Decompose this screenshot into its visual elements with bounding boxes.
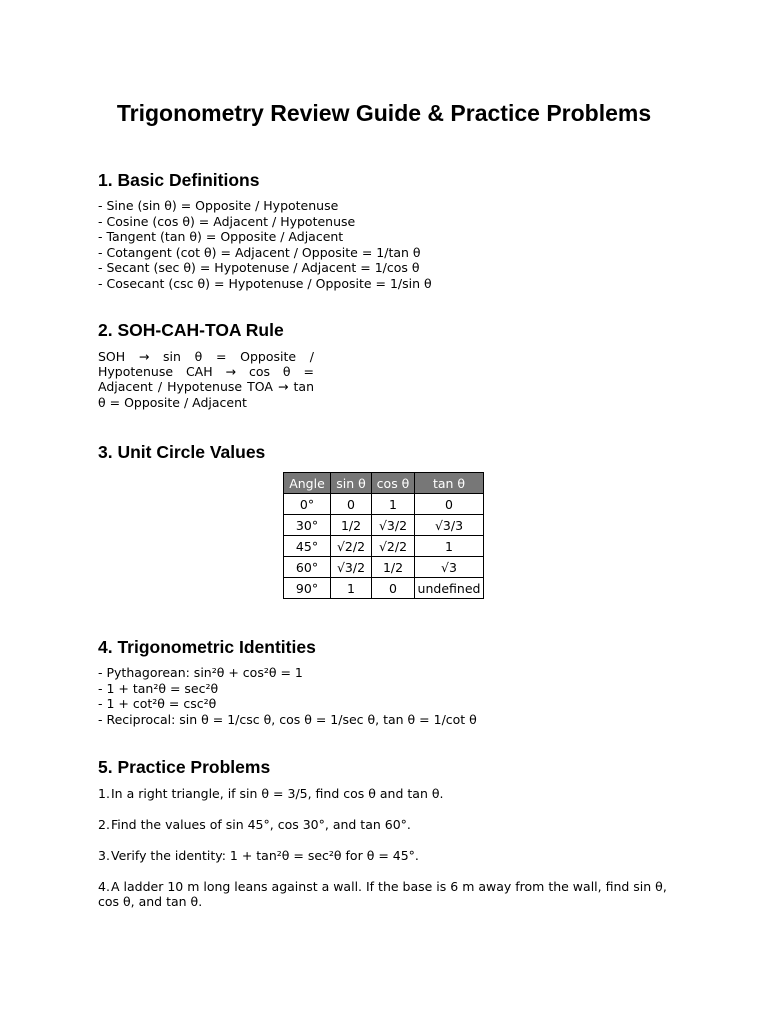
identity-line: - Pythagorean: sin²θ + cos²θ = 1	[98, 665, 303, 680]
table-cell: √2/2	[331, 536, 372, 557]
problem-number: 1.	[98, 786, 110, 801]
list-item	[98, 817, 668, 832]
table-cell: 1	[372, 494, 415, 515]
section-heading-sohcahtoa: 2. SOH-CAH-TOA Rule	[98, 320, 284, 340]
table-header-row	[284, 473, 484, 494]
table-cell: √3/2	[331, 557, 372, 578]
table-cell: √3	[415, 557, 484, 578]
table-cell: 90°	[284, 578, 331, 599]
definition-line: - Cosine (cos θ) = Adjacent / Hypotenuse	[98, 213, 356, 229]
section-heading-unit-circle: 3. Unit Circle Values	[98, 442, 266, 462]
identity-line: - Reciprocal: sin θ = 1/csc θ, cos θ = 1/sec θ, tan θ = 1/cot θ	[98, 711, 477, 727]
table-cell: 1/2	[372, 557, 415, 578]
column-header-tan: tan θ	[415, 473, 484, 494]
definitions-list	[98, 198, 432, 292]
definition-line: - Secant (sec θ) = Hypotenuse / Adjacent = 1/cos θ	[98, 260, 420, 276]
section-heading-identities: 4. Trigonometric Identities	[98, 637, 316, 657]
table-row	[284, 536, 484, 557]
problem-text: Find the values of sin 45°, cos 30°, and tan 60°.	[111, 817, 411, 832]
table-cell: 0	[331, 494, 372, 515]
column-header-angle: Angle	[284, 473, 331, 494]
section-heading-practice: 5. Practice Problems	[98, 757, 271, 777]
table-cell: 0	[415, 494, 484, 515]
table-row	[284, 578, 484, 599]
definition-line: - Cosecant (csc θ) = Hypotenuse / Opposite = 1/sin θ	[98, 275, 432, 291]
table-cell: 60°	[284, 557, 331, 578]
list-item	[98, 786, 668, 801]
table-cell: 1/2	[331, 515, 372, 536]
table-cell: 30°	[284, 515, 331, 536]
identity-line: - 1 + tan²θ = sec²θ	[98, 680, 219, 696]
problem-text: In a right triangle, if sin θ = 3/5, find cos θ and tan θ.	[111, 786, 444, 801]
table-cell: 1	[331, 578, 372, 599]
identities-list	[98, 665, 477, 727]
table-cell: 0°	[284, 494, 331, 515]
definition-line: - Tangent (tan θ) = Opposite / Adjacent	[98, 229, 344, 245]
problem-number: 2.	[98, 817, 110, 832]
definition-line: - Sine (sin θ) = Opposite / Hypotenuse	[98, 198, 339, 213]
table-cell: 0	[372, 578, 415, 599]
table-row	[284, 494, 484, 515]
problem-text: Verify the identity: 1 + tan²θ = sec²θ for θ = 45°.	[111, 848, 419, 863]
problem-number: 3.	[98, 848, 110, 863]
list-item	[98, 879, 668, 909]
table-cell: 1	[415, 536, 484, 557]
table-cell: 45°	[284, 536, 331, 557]
sohcahtoa-paragraph: SOH → sin θ = Opposite / Hypotenuse CAH → cos θ = Adjacent / Hypotenuse TOA → tan θ = Opposite / Adjacent	[98, 349, 314, 410]
list-item	[98, 848, 668, 863]
practice-problems-list	[98, 786, 668, 925]
table-cell: √2/2	[372, 536, 415, 557]
table-cell: undefined	[415, 578, 484, 599]
table-row	[284, 515, 484, 536]
unit-circle-table	[283, 472, 484, 599]
column-header-sin: sin θ	[331, 473, 372, 494]
section-heading-definitions: 1. Basic Definitions	[98, 170, 260, 190]
table-row	[284, 557, 484, 578]
problem-number: 4.	[98, 879, 110, 894]
identity-line: - 1 + cot²θ = csc²θ	[98, 696, 217, 712]
problem-text: A ladder 10 m long leans against a wall. If the base is 6 m away from the wall, find sin θ, cos θ, and tan θ.	[98, 879, 667, 909]
definition-line: - Cotangent (cot θ) = Adjacent / Opposite = 1/tan θ	[98, 244, 421, 260]
table-cell: √3/3	[415, 515, 484, 536]
table-cell: √3/2	[372, 515, 415, 536]
page-title: Trigonometry Review Guide & Practice Problems	[116, 100, 652, 126]
column-header-cos: cos θ	[372, 473, 415, 494]
